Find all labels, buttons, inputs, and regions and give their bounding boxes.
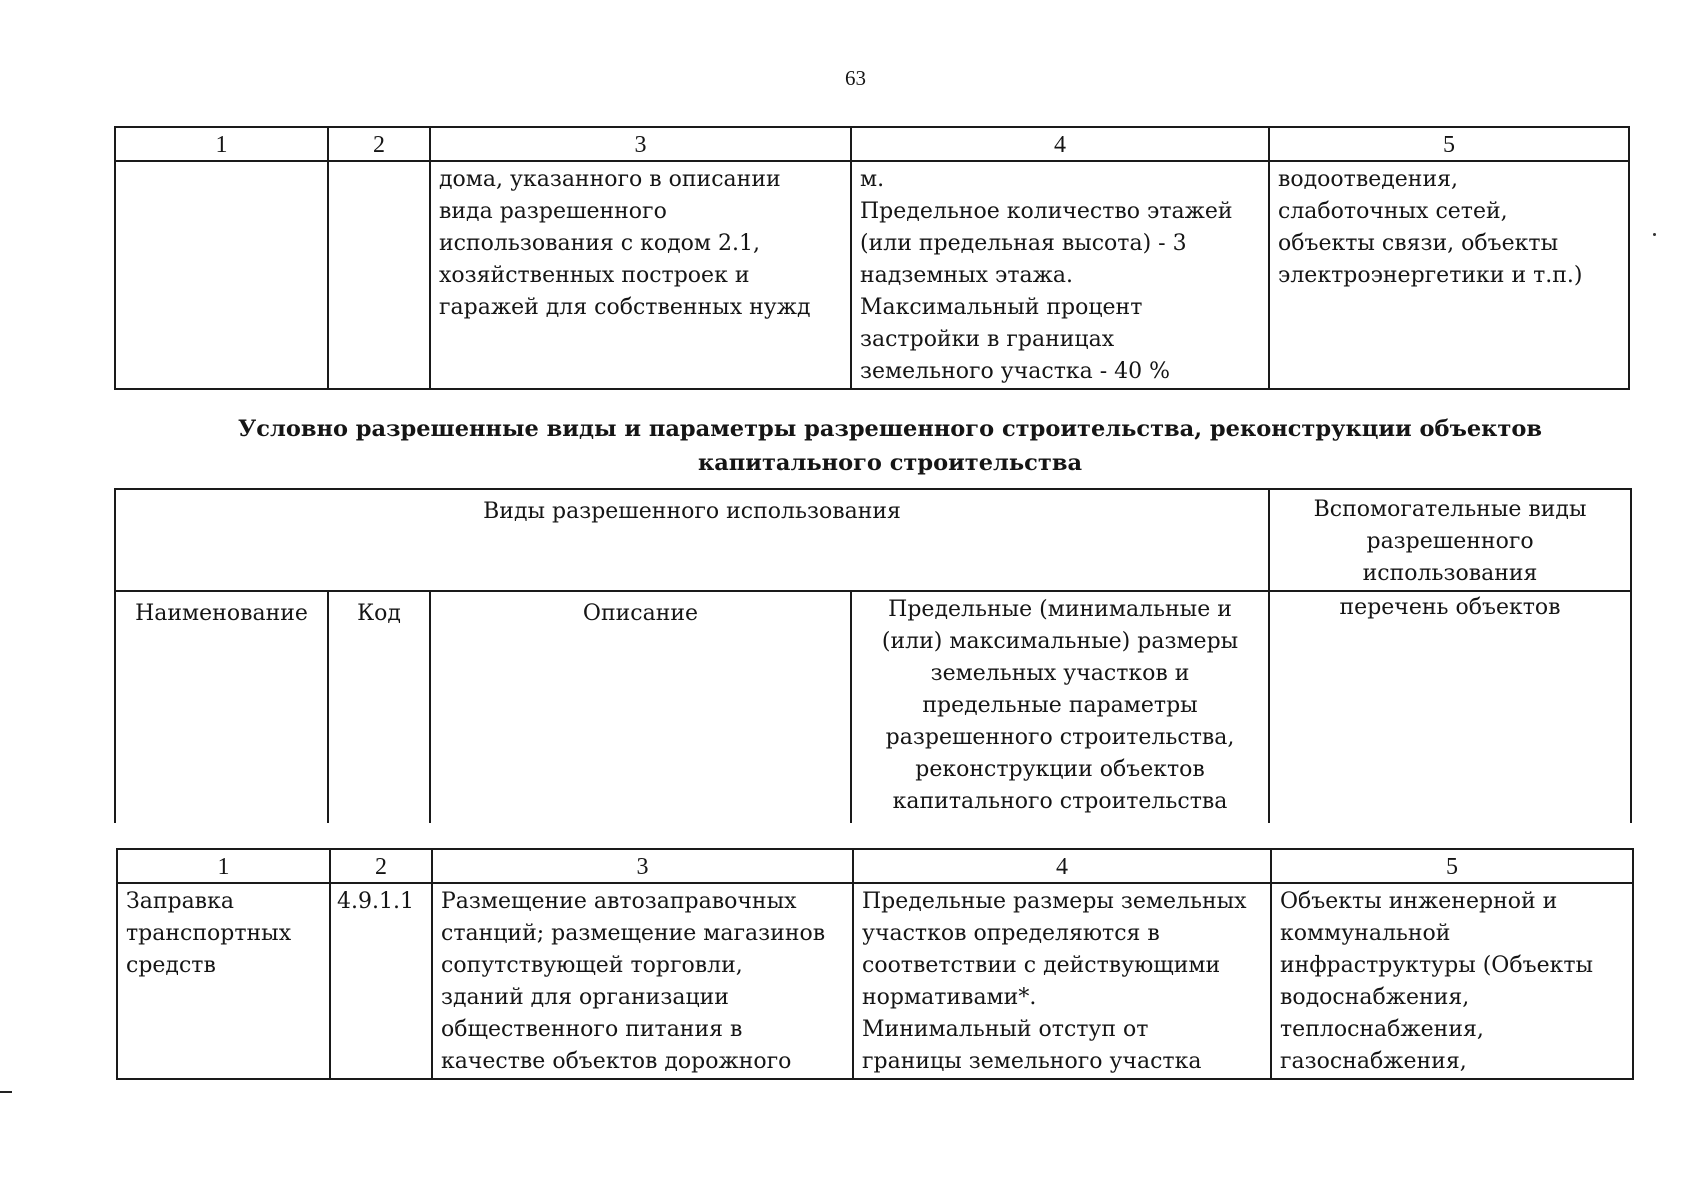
text-line: гаражей для собственных нужд	[439, 295, 811, 320]
text-line: реконструкции объектов	[915, 757, 1205, 782]
text-line: инфраструктуры (Объекты	[1280, 953, 1594, 978]
page-number: 63	[845, 66, 866, 90]
table-row	[117, 883, 1633, 1079]
group-title: Виды разрешенного использования	[115, 489, 1269, 591]
text-line: надземных этажа.	[860, 263, 1073, 288]
col-number: 5	[1271, 849, 1633, 883]
col-number: 3	[430, 127, 851, 161]
cell-limits	[853, 883, 1271, 1079]
text-line: станций; размещение магазинов	[441, 921, 826, 946]
aux-title	[1269, 489, 1631, 591]
text-line: Вспомогательные виды	[1313, 497, 1587, 522]
text-line: соответствии с действующими	[862, 953, 1221, 978]
header-description: Описание	[430, 591, 851, 823]
cell-code	[328, 161, 430, 389]
group-header-row	[115, 489, 1631, 591]
text-line: теплоснабжения,	[1280, 1017, 1484, 1042]
cell-code: 4.9.1.1	[330, 883, 432, 1079]
text-line: Предельные размеры земельных	[862, 889, 1247, 914]
text-line: участков определяются в	[862, 921, 1160, 946]
cell-name	[117, 883, 330, 1079]
text-line: коммунальной	[1280, 921, 1451, 946]
section-heading	[140, 412, 1640, 480]
header-objects: перечень объектов	[1269, 591, 1631, 823]
col-number: 1	[117, 849, 330, 883]
heading-line: Условно разрешенные виды и параметры разрешенного строительства, реконструкции объектов	[238, 416, 1542, 442]
text-line: застройки в границах	[860, 327, 1115, 352]
text-line: нормативами*.	[862, 985, 1037, 1010]
text-line: Минимальный отступ от	[862, 1017, 1149, 1042]
text-line: дома, указанного в описании	[439, 167, 781, 192]
cell-description	[430, 161, 851, 389]
text-line: Предельные (минимальные и	[888, 597, 1232, 622]
cell-description	[432, 883, 853, 1079]
text-line: зданий для организации	[441, 985, 729, 1010]
margin-mark	[0, 1091, 12, 1093]
col-number: 5	[1269, 127, 1629, 161]
text-line: объекты связи, объекты	[1278, 231, 1559, 256]
text-line: м.	[860, 167, 885, 192]
header-name: Наименование	[115, 591, 328, 823]
text-line: земельного участка - 40 %	[860, 359, 1171, 384]
cell-objects	[1269, 161, 1629, 389]
col-number: 2	[328, 127, 430, 161]
table-continuation	[114, 126, 1630, 390]
col-number: 3	[432, 849, 853, 883]
table-row	[115, 161, 1629, 389]
header-limits	[851, 591, 1269, 823]
column-header-row	[115, 591, 1631, 823]
text-line: Предельное количество этажей	[860, 199, 1233, 224]
text-line: Размещение автозаправочных	[441, 889, 797, 914]
text-line: водоотведения,	[1278, 167, 1459, 192]
text-line: хозяйственных построек и	[439, 263, 750, 288]
scan-speck	[1653, 233, 1656, 236]
table-main	[116, 848, 1634, 1080]
table-header	[114, 488, 1632, 823]
heading-line: капитального строительства	[697, 450, 1083, 476]
text-line: электроэнергетики и т.п.)	[1278, 263, 1583, 288]
col-number: 1	[115, 127, 328, 161]
text-line: границы земельного участка	[862, 1049, 1202, 1074]
text-line: вида разрешенного	[439, 199, 667, 224]
text-line: Максимальный процент	[860, 295, 1143, 320]
text-line: капитального строительства	[892, 789, 1228, 814]
text-line: разрешенного	[1366, 529, 1534, 554]
text-line: (или) максимальные) размеры	[881, 629, 1239, 654]
text-line: Объекты инженерной и	[1280, 889, 1558, 914]
col-number: 4	[853, 849, 1271, 883]
column-number-row	[115, 127, 1629, 161]
text-line: газоснабжения,	[1280, 1049, 1467, 1074]
cell-name	[115, 161, 328, 389]
cell-objects	[1271, 883, 1633, 1079]
text-line: Заправка	[126, 889, 234, 914]
text-line: использования с кодом 2.1,	[439, 231, 760, 256]
text-line: сопутствующей торговли,	[441, 953, 743, 978]
text-line: качестве объектов дорожного	[441, 1049, 792, 1074]
text-line: (или предельная высота) - 3	[860, 231, 1187, 256]
text-line: земельных участков и	[930, 661, 1190, 686]
text-line: общественного питания в	[441, 1017, 743, 1042]
header-code: Код	[328, 591, 430, 823]
column-number-row	[117, 849, 1633, 883]
col-number: 2	[330, 849, 432, 883]
text-line: разрешенного строительства,	[885, 725, 1235, 750]
text-line: использования	[1362, 561, 1538, 586]
cell-limits	[851, 161, 1269, 389]
text-line: слаботочных сетей,	[1278, 199, 1508, 224]
text-line: предельные параметры	[922, 693, 1198, 718]
text-line: водоснабжения,	[1280, 985, 1470, 1010]
col-number: 4	[851, 127, 1269, 161]
text-line: транспортных	[126, 921, 292, 946]
text-line: средств	[126, 953, 216, 978]
